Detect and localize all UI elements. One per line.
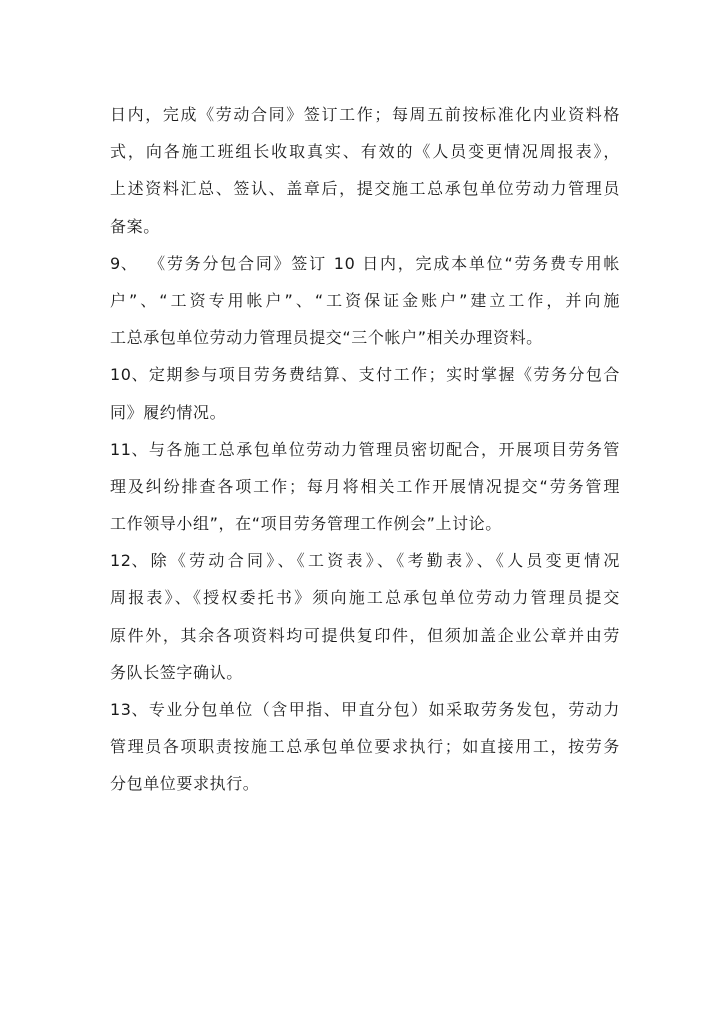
item-9-first-line (110, 245, 620, 282)
text-line: 专业分包单位（含甲指、甲直分包）如采取劳务发包，劳动力 (148, 700, 620, 719)
text-line: 理及纠纷排查各项工作；每月将相关工作开展情况提交“劳务管理 (110, 476, 620, 496)
text-line: 分包单位要求执行。 (110, 774, 260, 794)
item-11-first-line (110, 431, 620, 468)
item-10-first-line (110, 356, 620, 393)
text-line: 日内，完成《劳动合同》签订工作；每周五前按标准化内业资料格 (110, 105, 620, 124)
item-number: 10、 (110, 365, 149, 385)
text-line: 原件外，其余各项资料均可提供复印件，但须加盖企业公章并由劳 (110, 625, 620, 645)
item-number: 12、 (110, 551, 149, 571)
text-line: 定期参与项目劳务费结算、支付工作；实时掌握《劳务分包合 (148, 365, 620, 385)
text-line: 周报表》、《授权委托书》须向施工总承包单位劳动力管理员提交 (110, 588, 620, 608)
document-body (110, 96, 620, 803)
text-line: 备案。 (110, 216, 160, 236)
item-number: 11、 (110, 439, 149, 459)
item-12-first-line (110, 542, 620, 579)
text-line: 上述资料汇总、签认、盖章后，提交施工总承包单位劳动力管理员 (110, 179, 620, 199)
item-number: 9、 (110, 253, 138, 273)
text-line: 除《劳动合同》、《工资表》、《考勤表》、《人员变更情况 (148, 551, 620, 571)
text-line: 务队长签字确认。 (110, 662, 243, 682)
text-line: 户”、“工资专用帐户”、“工资保证金账户”建立工作，并向施 (110, 290, 620, 310)
text-line: 《劳务分包合同》签订 10 日内，完成本单位“劳务费专用帐 (148, 253, 620, 273)
item-number: 13、 (110, 700, 149, 719)
text-line: 式，向各施工班组长收取真实、有效的《人员变更情况周报表》， (110, 142, 620, 162)
text-line: 工总承包单位劳动力管理员提交“三个帐户”相关办理资料。 (110, 328, 543, 348)
text-line: 管理员各项职责按施工总承包单位要求执行；如直接用工，按劳务 (110, 737, 620, 757)
text-line: 同》履约情况。 (110, 402, 227, 422)
text-line: 工作领导小组”，在“项目劳务管理工作例会”上讨论。 (110, 514, 502, 534)
item-13-first-line (110, 691, 620, 728)
text-line: 与各施工总承包单位劳动力管理员密切配合，开展项目劳务管 (148, 439, 620, 459)
